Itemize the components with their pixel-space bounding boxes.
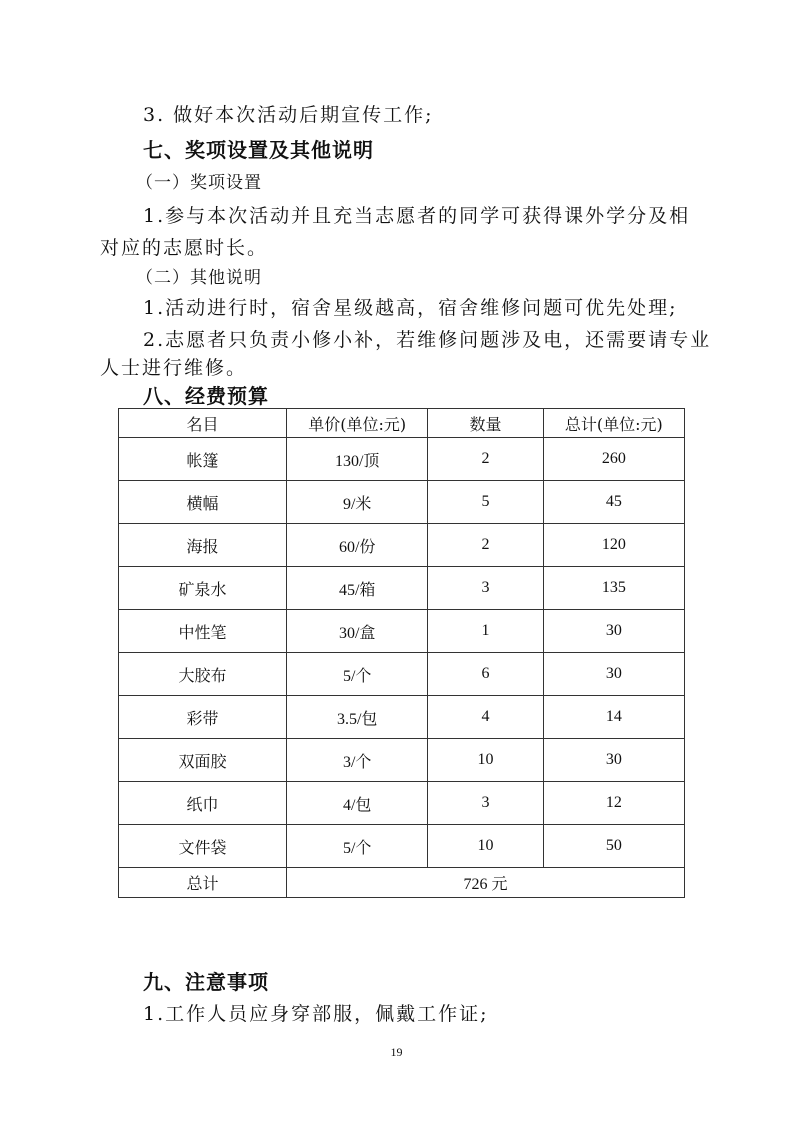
- table-total-row: [119, 868, 685, 898]
- cell-qty: 10: [428, 739, 543, 782]
- cell-total: 135: [543, 567, 684, 610]
- cell-qty: 4: [428, 696, 543, 739]
- cell-price: 4/包: [287, 782, 428, 825]
- cell-qty: 6: [428, 653, 543, 696]
- cell-price: 60/份: [287, 524, 428, 567]
- table-row: [119, 567, 685, 610]
- cell-item: 中性笔: [119, 610, 287, 653]
- table-header-row: [119, 409, 685, 438]
- cell-item: 文件袋: [119, 825, 287, 868]
- table-row: [119, 782, 685, 825]
- budget-table: [118, 408, 685, 898]
- header-quantity: 数量: [428, 409, 543, 438]
- cell-price: 45/箱: [287, 567, 428, 610]
- table-row: [119, 481, 685, 524]
- cell-qty: 2: [428, 524, 543, 567]
- paragraph-other-2: 2.志愿者只负责小修小补，若维修问题涉及电，还需要请专业: [143, 329, 712, 351]
- header-subtotal: 总计(单位:元): [543, 409, 684, 438]
- cell-qty: 3: [428, 782, 543, 825]
- table-row: [119, 438, 685, 481]
- cell-item: 帐篷: [119, 438, 287, 481]
- cell-item: 纸巾: [119, 782, 287, 825]
- cell-total: 260: [543, 438, 684, 481]
- cell-total: 120: [543, 524, 684, 567]
- paragraph-award-1-cont: 对应的志愿时长。: [100, 237, 269, 259]
- section-heading-notes: 九、注意事项: [143, 970, 269, 994]
- cell-price: 5/个: [287, 653, 428, 696]
- cell-price: 3.5/包: [287, 696, 428, 739]
- cell-price: 30/盒: [287, 610, 428, 653]
- cell-price: 5/个: [287, 825, 428, 868]
- page-number: 19: [390, 1045, 403, 1059]
- cell-qty: 10: [428, 825, 543, 868]
- table-row: [119, 653, 685, 696]
- cell-qty: 3: [428, 567, 543, 610]
- cell-item: 双面胶: [119, 739, 287, 782]
- cell-total: 12: [543, 782, 684, 825]
- section-heading-budget: 八、经费预算: [143, 384, 269, 408]
- cell-total: 30: [543, 653, 684, 696]
- header-item: 名目: [119, 409, 287, 438]
- total-label: 总计: [119, 868, 287, 898]
- cell-price: 3/个: [287, 739, 428, 782]
- paragraph-other-1: 1.活动进行时，宿舍星级越高，宿舍维修问题可优先处理;: [143, 297, 678, 319]
- cell-item: 彩带: [119, 696, 287, 739]
- cell-total: 30: [543, 739, 684, 782]
- cell-item: 海报: [119, 524, 287, 567]
- total-value: 726 元: [287, 868, 685, 898]
- table-row: [119, 696, 685, 739]
- table-row: [119, 825, 685, 868]
- subheading-awards: （一）奖项设置: [136, 173, 262, 193]
- table-row: [119, 610, 685, 653]
- table-row: [119, 739, 685, 782]
- cell-item: 矿泉水: [119, 567, 287, 610]
- header-unit-price: 单价(单位:元): [287, 409, 428, 438]
- cell-total: 14: [543, 696, 684, 739]
- cell-price: 9/米: [287, 481, 428, 524]
- cell-item: 大胶布: [119, 653, 287, 696]
- section-heading-awards: 七、奖项设置及其他说明: [143, 138, 374, 162]
- paragraph-publicity: 3. 做好本次活动后期宣传工作;: [143, 104, 434, 126]
- cell-item: 横幅: [119, 481, 287, 524]
- cell-qty: 1: [428, 610, 543, 653]
- paragraph-notes-1: 1.工作人员应身穿部服，佩戴工作证;: [143, 1003, 489, 1025]
- cell-total: 45: [543, 481, 684, 524]
- subheading-other: （二）其他说明: [136, 268, 262, 288]
- cell-total: 30: [543, 610, 684, 653]
- paragraph-award-1: 1.参与本次活动并且充当志愿者的同学可获得课外学分及相: [143, 205, 691, 227]
- paragraph-other-2-cont: 人士进行维修。: [100, 357, 248, 379]
- cell-price: 130/顶: [287, 438, 428, 481]
- cell-total: 50: [543, 825, 684, 868]
- cell-qty: 2: [428, 438, 543, 481]
- table-row: [119, 524, 685, 567]
- cell-qty: 5: [428, 481, 543, 524]
